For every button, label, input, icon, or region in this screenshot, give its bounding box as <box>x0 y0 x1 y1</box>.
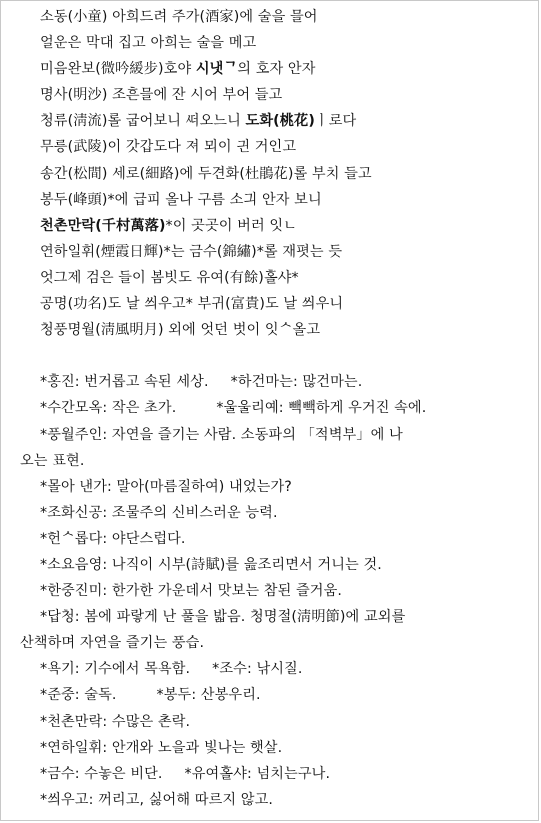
verse-line: 공명(功名)도 날 씌우고* 부귀(富貴)도 날 씌우니 <box>40 296 344 313</box>
note-line: *조화신공: 조물주의 신비스러운 능력. <box>40 504 278 521</box>
note-line: *몰아 낸가: 말아(마름질하여) 내었는가? <box>40 478 292 495</box>
note-continuation: 산책하며 자연을 즐기는 풍습. <box>20 635 205 652</box>
document-body <box>0 4 541 813</box>
verse-line: 얼운은 막대 집고 아희는 술을 메고 <box>40 35 257 52</box>
note-continuation: 오는 표현. <box>20 452 85 469</box>
bold-phrase: 도화(桃花) <box>245 113 315 130</box>
verse-line: 봉두(峰頭)*에 급피 올나 구름 소긔 안자 보니 <box>40 191 322 208</box>
verse-line: 명사(明沙) 조흔믈에 잔 시어 부어 들고 <box>40 87 283 104</box>
note-line: *수간모옥: 작은 초가. *울울리예: 빽빽하게 우거진 속에. <box>40 400 427 417</box>
glossary-notes <box>0 369 541 813</box>
verse-line: 송간(松間) 세로(細路)에 두견화(杜鵑花)롤 부치 들고 <box>40 165 372 182</box>
note-line: *풍월주인: 자연을 즐기는 사람. 소동파의 「적벽부」에 나 <box>40 426 403 443</box>
verse-line: 미음완보(微吟緩步)호야 시냇ᄀ의 호자 안자 <box>40 61 316 78</box>
bold-phrase: 시냇ᄀ <box>195 61 238 78</box>
verse-line: 엇그제 검은 들이 봄빗도 유여(有餘)홀샤* <box>40 269 299 286</box>
note-line: *씌우고: 꺼리고, 싫어해 따르지 않고. <box>40 791 274 808</box>
note-line: *헌ᄉ롭다: 야단스럽다. <box>40 530 186 547</box>
note-line: *답청: 봄에 파랗게 난 풀을 밟음. 청명절(淸明節)에 교외를 <box>40 609 406 626</box>
verse-line: 무릉(武陵)이 갓갑도다 져 뫼이 긘 거인고 <box>40 139 297 156</box>
verse-line: 연하일휘(煙霞日輝)*는 금수(錦繡)*롤 재폇는 듯 <box>40 243 343 260</box>
verse-line: 청풍명월(淸風明月) 외에 엇던 벗이 잇ᄉ올고 <box>40 322 321 339</box>
verse-line: 청류(淸流)롤 굽어보니 ᄯᅥ오느니 도화(桃花)ㅣ로다 <box>40 113 357 130</box>
bold-phrase: 천촌만락(千村萬落) <box>40 217 166 234</box>
note-line: *홍진: 번거롭고 속된 세상. *하건마는: 많건마는. <box>40 374 363 391</box>
note-line: *준중: 술독. *봉두: 산봉우리. <box>40 687 261 704</box>
verse-line: 천촌만락(千村萬落)*이 곳곳이 버러 잇ㄴ <box>40 217 298 234</box>
poem-verse <box>0 4 541 343</box>
verse-line: 소동(小童) 아희드려 주가(酒家)에 술을 믈어 <box>40 9 318 25</box>
note-line: *욕기: 기수에서 목욕함. *조수: 낚시질. <box>40 661 303 678</box>
note-line: *금수: 수놓은 비단. *유여홀샤: 넘치는구나. <box>40 765 331 782</box>
note-line: *소요음영: 나직이 시부(詩賦)를 읊조리면서 거니는 것. <box>40 556 382 573</box>
note-line: *천촌만락: 수많은 촌락. <box>40 713 191 730</box>
note-line: *연하일휘: 안개와 노을과 빛나는 햇살. <box>40 739 283 756</box>
note-line: *한중진미: 한가한 가운데서 맛보는 참된 즐거움. <box>40 583 343 600</box>
blank-line <box>0 343 541 369</box>
